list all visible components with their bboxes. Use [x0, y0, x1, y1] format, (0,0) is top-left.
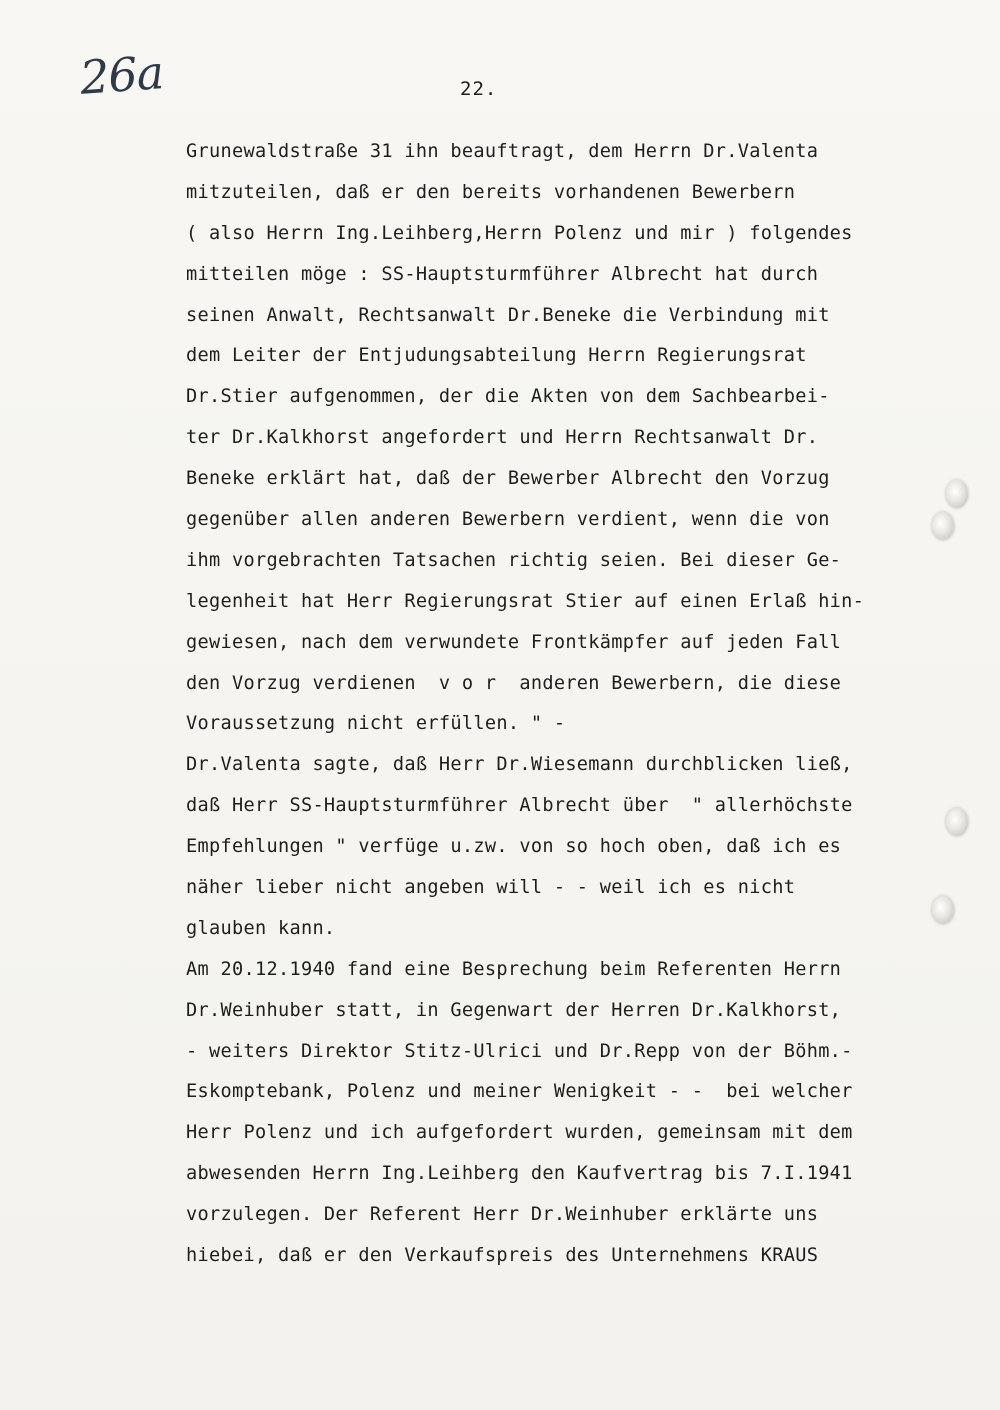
text-line: seinen Anwalt, Rechtsanwalt Dr.Beneke die Verbindung mit: [186, 304, 830, 326]
text-line: abwesenden Herrn Ing.Leihberg den Kaufvertrag bis 7.I.1941: [186, 1163, 853, 1185]
text-line: hiebei, daß er den Verkaufspreis des Unternehmens KRAUS: [186, 1245, 819, 1267]
text-line: Eskomptebank, Polenz und meiner Wenigkeit - - bei welcher: [186, 1081, 853, 1103]
text-line: - weiters Direktor Stitz-Ulrici und Dr.Repp von der Böhm.-: [186, 1040, 853, 1062]
text-line: Dr.Weinhuber statt, in Gegenwart der Herren Dr.Kalkhorst,: [186, 999, 842, 1021]
text-line: ihm vorgebrachten Tatsachen richtig seien. Bei dieser Ge-: [186, 549, 842, 571]
text-line: ter Dr.Kalkhorst angefordert und Herrn Rechtsanwalt Dr.: [186, 427, 819, 449]
punch-hole: [946, 480, 968, 508]
punch-hole: [932, 896, 954, 924]
text-line: gewiesen, nach dem verwundete Frontkämpfer auf jeden Fall: [186, 631, 842, 653]
text-line: ( also Herrn Ing.Leihberg,Herrn Polenz und mir ) folgendes: [186, 222, 853, 244]
text-line: Dr.Stier aufgenommen, der die Akten von dem Sachbearbei-: [186, 386, 830, 408]
text-line: Empfehlungen " verfüge u.zw. von so hoch oben, daß ich es: [186, 836, 842, 858]
text-line: Herr Polenz und ich aufgefordert wurden, gemeinsam mit dem: [186, 1122, 853, 1144]
text-line: mitteilen möge : SS-Hauptsturmführer Albrecht hat durch: [186, 263, 819, 285]
text-line: gegenüber allen anderen Bewerbern verdient, wenn die von: [186, 509, 830, 531]
text-line: näher lieber nicht angeben will - - weil ich es nicht: [186, 877, 796, 899]
typewritten-body: [186, 138, 926, 1283]
text-line: Voraussetzung nicht erfüllen. " -: [186, 713, 566, 735]
handwritten-page-note: 26a: [78, 45, 165, 105]
text-line: vorzulegen. Der Referent Herr Dr.Weinhuber erklärte uns: [186, 1204, 819, 1226]
text-line: Dr.Valenta sagte, daß Herr Dr.Wiesemann durchblicken ließ,: [186, 754, 853, 776]
text-line: Beneke erklärt hat, daß der Bewerber Albrecht den Vorzug: [186, 468, 830, 490]
text-line: mitzuteilen, daß er den bereits vorhandenen Bewerbern: [186, 181, 796, 203]
text-line: daß Herr SS-Hauptsturmführer Albrecht über " allerhöchste: [186, 795, 853, 817]
text-line: Grunewaldstraße 31 ihn beauftragt, dem Herrn Dr.Valenta: [186, 141, 819, 162]
text-line: legenheit hat Herr Regierungsrat Stier auf einen Erlaß hin-: [186, 590, 865, 612]
punch-hole: [932, 512, 954, 540]
text-line: glauben kann.: [186, 917, 336, 939]
page-number: 22.: [460, 78, 498, 100]
text-line: den Vorzug verdienen v o r anderen Bewerbern, die diese: [186, 672, 842, 694]
text-line: dem Leiter der Entjudungsabteilung Herrn Regierungsrat: [186, 345, 807, 367]
punch-hole: [946, 808, 968, 836]
text-line: Am 20.12.1940 fand eine Besprechung beim Referenten Herrn: [186, 958, 842, 980]
